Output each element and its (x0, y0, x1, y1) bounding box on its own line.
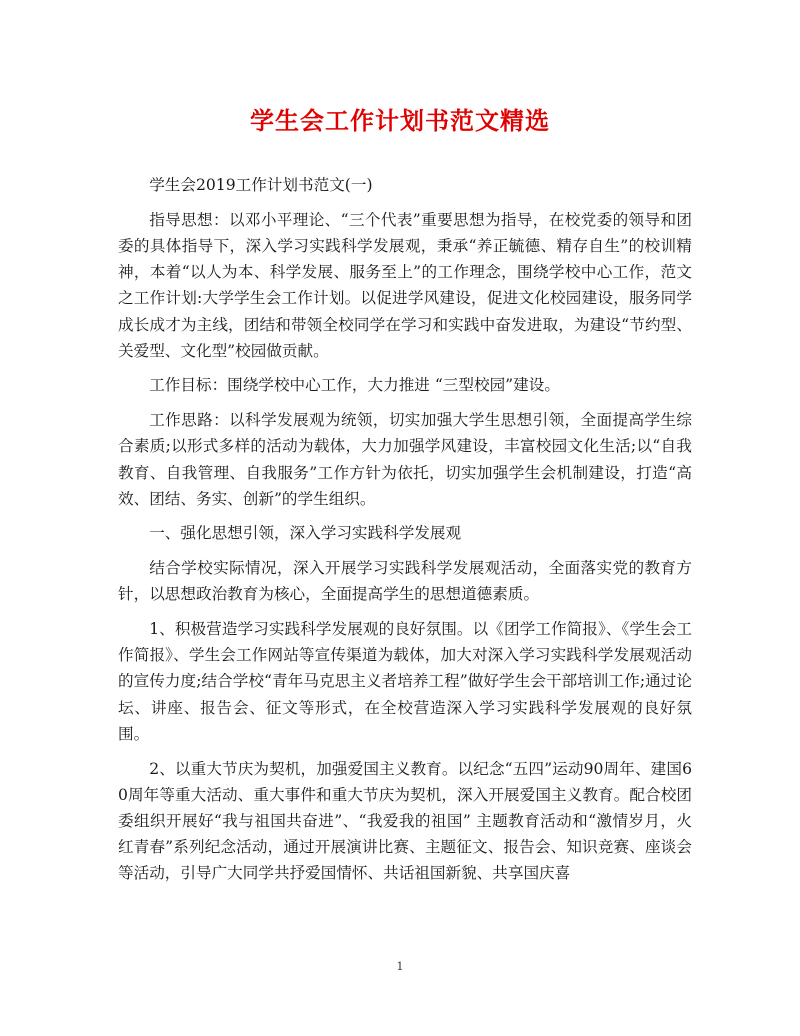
document-body (118, 172, 692, 895)
paragraph-heading: 学生会2019工作计划书范文(一) (149, 176, 373, 194)
paragraph-work-approach: 工作思路：以科学发展观为统领，切实加强大学生思想引领，全面提高学生综合素质;以形式多样的活动为载体，大力加强学风建设，丰富校园文化生活;以“自我教育、自我管理、自我服务”工作方针为依托，切实加强学生会机制建设，打造“高效、团结、务实、创新”的学生组织。 (118, 411, 692, 508)
paragraph-work-goal: 工作目标：围绕学校中心工作，大力推进 “三型校园”建设。 (149, 376, 560, 395)
page-number: 1 (396, 960, 404, 973)
paragraph-section-1-intro: 结合学校实际情况，深入开展学习实践科学发展观活动，全面落实党的教育方针，以思想政治教育为核心，全面提高学生的思想道德素质。 (118, 559, 692, 604)
document-title: 学生会工作计划书范文精选 (250, 106, 550, 135)
paragraph-item-1: 1、积极营造学习实践科学发展观的良好氛围。以《团学工作简报》、《学生会工作简报》、学生会工作网站等宣传渠道为载体，加大对深入学习实践科学发展观活动的宣传力度;结合学校“青年马克思主义者培养工程”做好学生会干部培训工作;通过论坛、讲座、报告会、征文等形式，在全校营造深入学习实践科学发展观的良好氛围。 (118, 620, 692, 743)
paragraph-item-2: 2、以重大节庆为契机，加强爱国主义教育。以纪念“五四”运动90周年、建国60周年等重大活动、重大事件和重大节庆为契机，深入开展爱国主义教育。配合校团委组织开展好“我与祖国共奋进”、“我爱我的祖国” 主题教育活动和“激情岁月，火红青春”系列纪念活动，通过开展演讲比赛、主题征文、报告会、知识竞赛、座谈会等活动，引导广大同学共抒爱国情怀、共话祖国新貌、共享国庆喜 (118, 759, 692, 883)
paragraph-guiding-ideology: 指导思想：以邓小平理论、“三个代表”重要思想为指导，在校党委的领导和团委的具体指导下，深入学习实践科学发展观，秉承“养正毓德、精存自生”的校训精神，本着“以人为本、科学发展、服务至上”的工作理念，围绕学校中心工作，范文之工作计划:大学学生会工作计划。以促进学风建设，促进文化校园建设，服务同学成长成才为主线，团结和带领全校同学在学习和实践中奋发进取，为建设“节约型、关爱型、文化型”校园做贡献。 (118, 210, 692, 360)
section-heading-1: 一、强化思想引领，深入学习实践科学发展观 (149, 524, 462, 543)
